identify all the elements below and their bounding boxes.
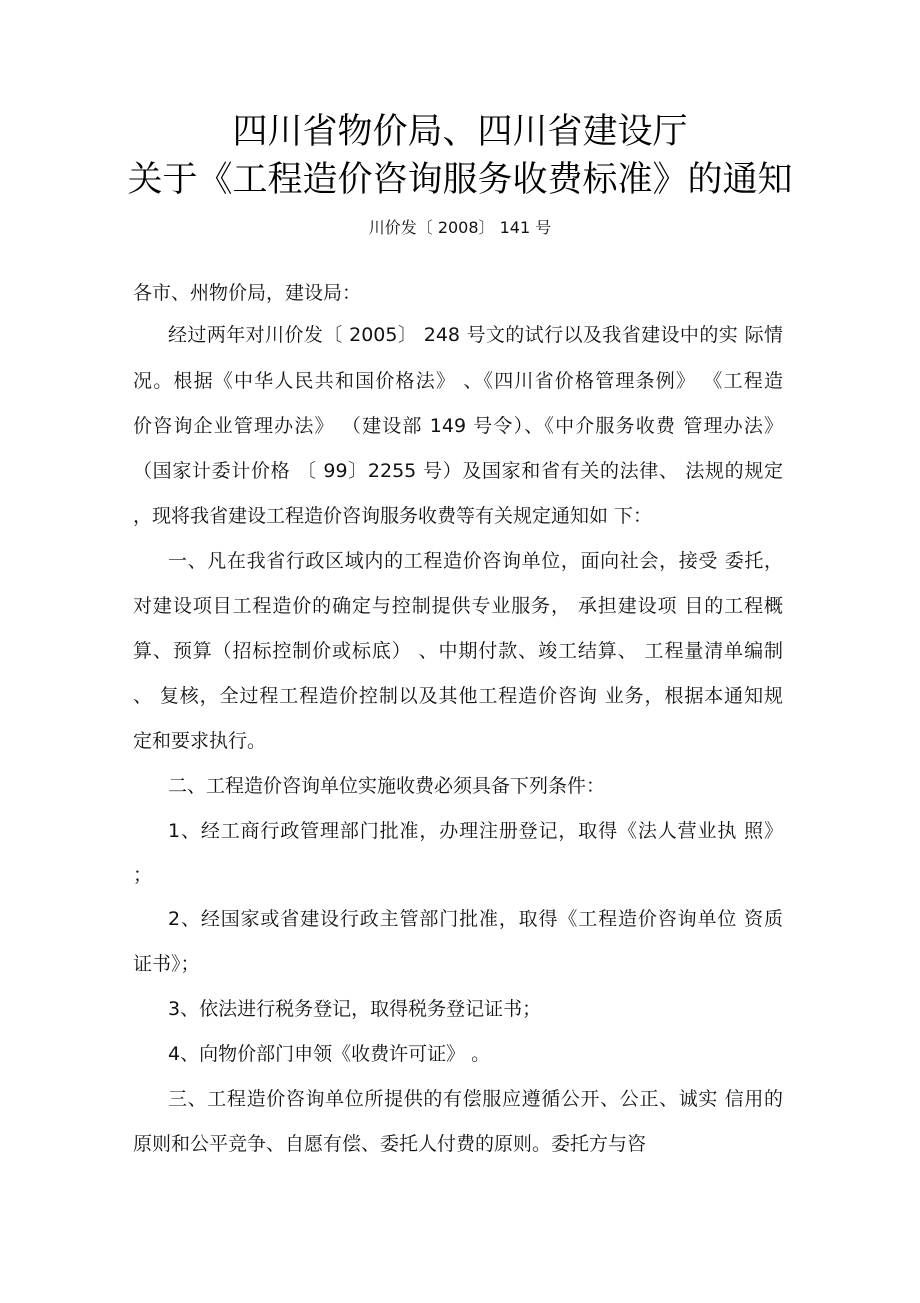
document-title-line-2: 关于《工程造价咨询服务收费标准》的通知 — [127, 160, 793, 200]
body-line: 算、预算（招标控制价或标底） 、中期付款、竣工结算、 工程量清单编制 — [133, 640, 783, 662]
body-line: 价咨询企业管理办法》 （建设部 149 号令）、《中介服务收费 管理办法》 — [133, 415, 783, 437]
body-line: 况。根据《中华人民共和国价格法》 、《四川省价格管理条例》 《工程造 — [133, 370, 783, 392]
body-line: 3、依法进行税务登记，取得税务登记证书； — [168, 998, 542, 1020]
body-line: 定和要求执行。 — [133, 730, 267, 752]
body-line: 、 复核，全过程工程造价控制以及其他工程造价咨询 业务，根据本通知规 — [133, 685, 783, 707]
salutation: 各市、州物价局，建设局： — [133, 282, 362, 304]
body-line: 1、经工商行政管理部门批准，办理注册登记，取得《法人营业执 照》 — [168, 820, 783, 842]
body-line: 三、工程造价咨询单位所提供的有偿服应遵循公开、公正、诚实 信用的 — [168, 1088, 783, 1110]
body-line: 经过两年对川价发〔 2005〕 248 号文的试行以及我省建设中的实 际情 — [168, 324, 783, 346]
body-line: ； — [133, 864, 153, 886]
body-line: 一、凡在我省行政区域内的工程造价咨询单位，面向社会，接受 委托， — [168, 550, 783, 572]
body-line: 二、工程造价咨询单位实施收费必须具备下列条件： — [168, 775, 606, 797]
body-line: 对建设项目工程造价的确定与控制提供专业服务， 承担建设项 目的工程概 — [133, 595, 783, 617]
body-line: ，现将我省建设工程造价咨询服务收费等有关规定通知如 下： — [133, 505, 653, 527]
body-line: 证书》； — [133, 953, 200, 975]
body-line: 原则和公平竞争、自愿有偿、委托人付费的原则。委托方与咨 — [133, 1133, 647, 1155]
document-number: 川价发〔 2008〕 141 号 — [368, 218, 552, 237]
document-title-line-1: 四川省物价局、四川省建设厅 — [232, 112, 688, 152]
body-line: 2、经国家或省建设行政主管部门批准，取得《工程造价咨询单位 资质 — [168, 908, 783, 930]
body-line: 4、向物价部门申领《收费许可证》 。 — [168, 1043, 491, 1065]
body-line: （国家计委计价格 〔 99〕2255 号）及国家和省有关的法律、 法规的规定 — [133, 460, 783, 482]
